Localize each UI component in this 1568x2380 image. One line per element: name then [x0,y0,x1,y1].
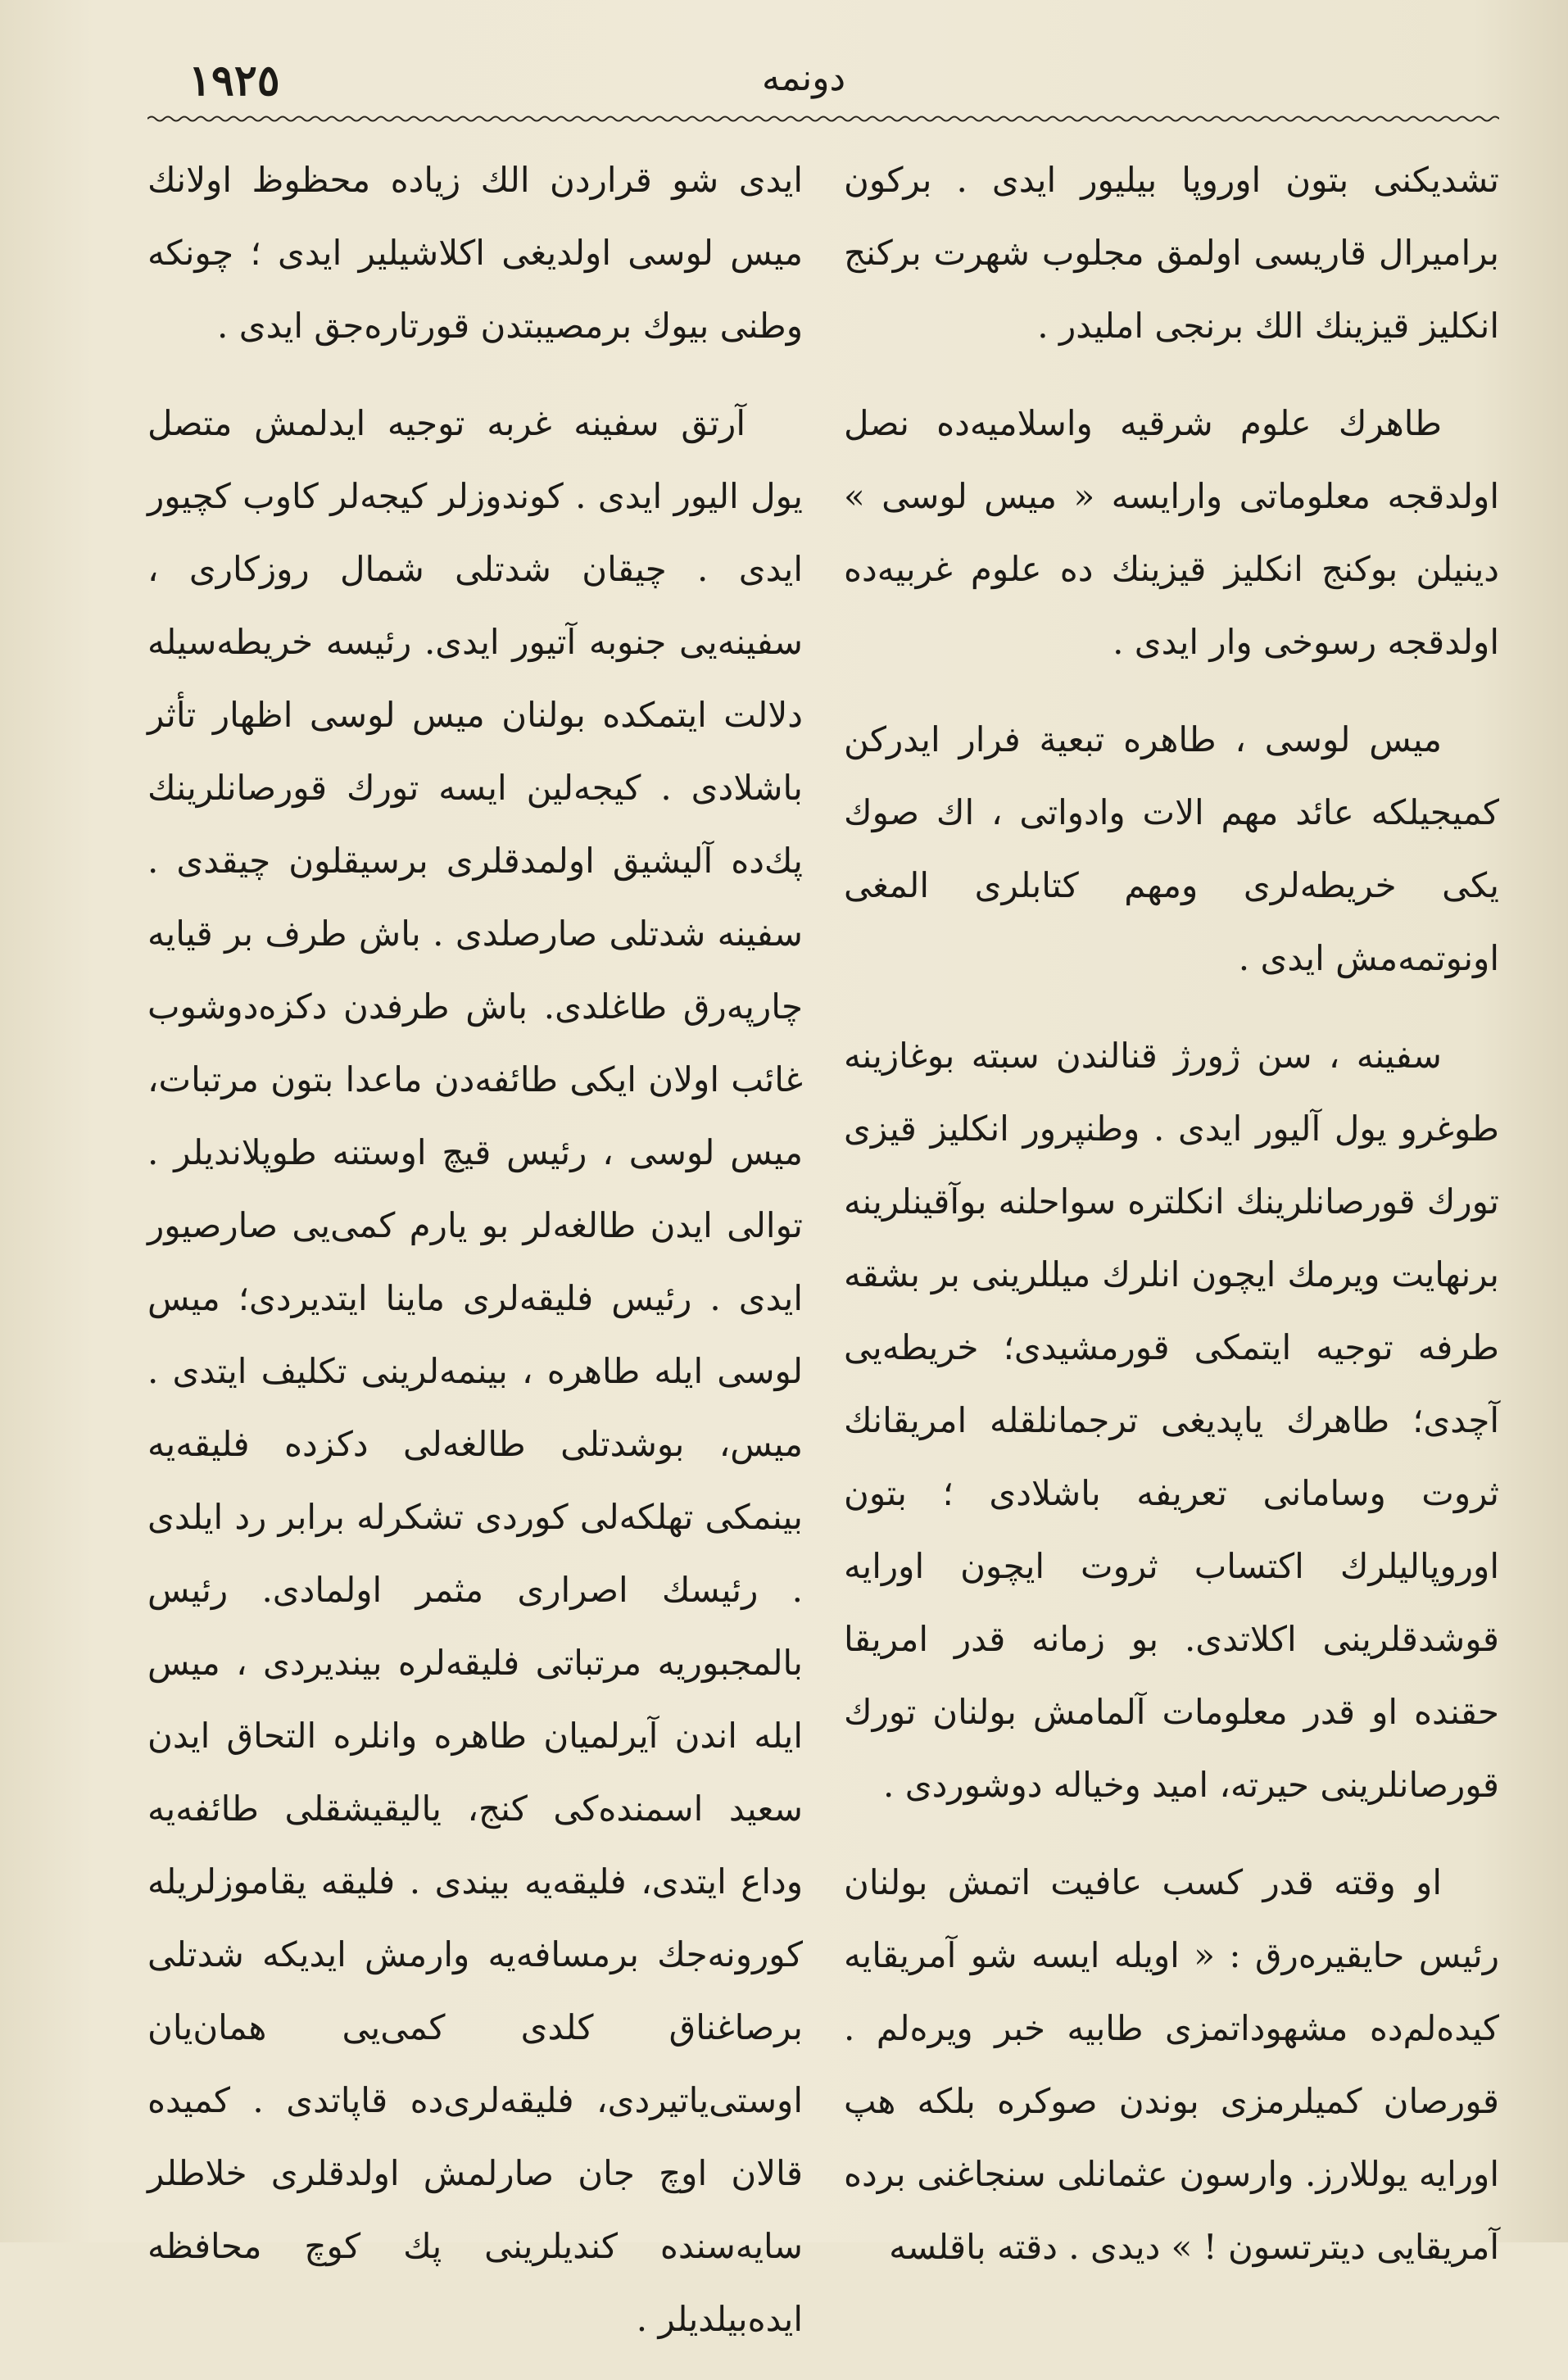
right-paragraph-1: تشدیکنی بتون اوروپا بیلیور ایدی . برکون برامیرال قاریسی اولمق مجلوب شهرت برکنج انکلیز قیزینك الك برنجی املیدر . [844,160,1499,346]
wavy-rule [147,115,1499,123]
right-paragraph-5: او وقته قدر کسب عافیت اتمش بولنان رئیس حایقیره‌رق : « اویله ایسه شو آمریقایه کیده‌لم‌ده مشهوداتمزی طابیه خبر ویره‌لم . قورصان کمیلرمزی بوندن صوکره بلکه هپ اورایه یوللارز. وارسون عثمانلی سنجاغنی برده آمریقایی دیترتسون ! » دیدی . دقته باقلسه [844,1862,1499,2267]
page-header [0,49,1568,115]
left-paragraph-1: ایدی شو قراردن الك زیاده محظوظ اولانك میس لوسی اولدیغی اکلاشیلیر ایدی ؛ چونکه وطنی بیوك برمصیبتدن قورتاره‌جق ایدی . [147,160,803,346]
right-paragraph-2: طاهرك علوم شرقیه واسلامیه‌ده نصل اولدقجه معلوماتی وارایسه « میس لوسی » دینیلن بوکنج انکلیز قیزینك ده علوم غربیه‌ده اولدقجه رسوخی وار ایدی . [844,403,1499,662]
running-title: دونمه [762,57,846,99]
right-text-column [844,143,1499,2308]
header-rule [147,115,1499,123]
left-paragraph-2: آرتق سفینه غربه توجیه ایدلمش متصل یول الیور ایدی . کوندوزلر کیجه‌لر کاوب کچیور ایدی . چیقان شدتلی شمال روزکاری ، سفینه‌یی جنوبه آتیور ایدی. رئیسه خریطه‌سیله دلالت ایتمکده بولنان میس لوسی اظهار تأثر باشلادی . کیجه‌لین ایسه تورك قورصانلرینك پك‌ده آلیشیق اولمدقلری برسیقلون چیقدی . سفینه شدتلی صارصلدی . باش طرف بر قیایه چارپه‌رق طاغلدی. باش طرفدن دکزه‌دوشوب غائب اولان ایکی طائفه‌دن ماعدا بتون مرتبات، میس لوسی ، رئیس قیچ اوستنه طوپلاندیلر . توالی ایدن طالغه‌لر بو یارم کمی‌یی صارصیور ایدی . رئیس فلیقه‌لری ماینا ایتدیردی؛ میس لوسی ایله طاهره ، بینمه‌لرینی تکلیف ایتدی . میس، بوشدتلی طالغه‌لی دکزده فلیقه‌یه بینمکی تهلکه‌لی کوردی تشکرله برابر رد ایلدی . رئیسك اصراری مثمر اولمادی. رئیس بالمجبوریه مرتباتی فلیقه‌لره بیندیردی ، میس ایله اندن آیرلمیان طاهره وانلره التحاق ایدن سعید اسمنده‌کی کنج، یالیقیشقلی طائفه‌یه وداع ایتدی، فلیقه‌یه بیندی . فلیقه یقاموزلریله کورونه‌جك برمسافه‌یه وارمش ایدیکه شدتلی برصاغناق کلدی کمی‌یی همان‌یان اوستی‌یاتیردی، فلیقه‌لری‌ده قاپاتدی . کمیده قالان اوچ جان صارلمش اولدقلری خلاطلر سایه‌سنده کندیلرینی پك کوچ محافظه ایده‌بیلدیلر . [147,403,803,2339]
page-number: ١٩٢٥ [188,56,280,106]
right-paragraph-3: میس لوسی ، طاهره تبعیة فرار ایدرکن کمیجیلکه عائد مهم الات وادواتی ، اك صوك یکی خریطه‌لری ومهم کتابلری المغی اونوتمه‌مش ایدی . [844,719,1499,978]
left-text-column [147,143,803,2380]
right-paragraph-4: سفینه ، سن ژورژ قنالندن سبته بوغازینه طوغرو یول آلیور ایدی . وطنپرور انکلیز قیزی تورك قورصانلرینك انکلتره سواحلنه بوآقینلرینه برنهایت ویرمك ایچون انلرك میللرینی بر بشقه طرفه توجیه ایتمکی قورمشیدی؛ خریطه‌یی آچدی؛ طاهرك یاپدیغی ترجمانلقله امریقانك ثروت وسامانی تعریفه باشلادی ؛ بتون اوروپالیلرك اکتساب ثروت ایچون اورایه قوشدقلرینی اکلاتدی. بو زمانه قدر امریقا حقنده او قدر معلومات آلمامش بولنان تورك قورصانلرینی حیرته، امید وخیاله دوشوردی . [844,1036,1499,1805]
